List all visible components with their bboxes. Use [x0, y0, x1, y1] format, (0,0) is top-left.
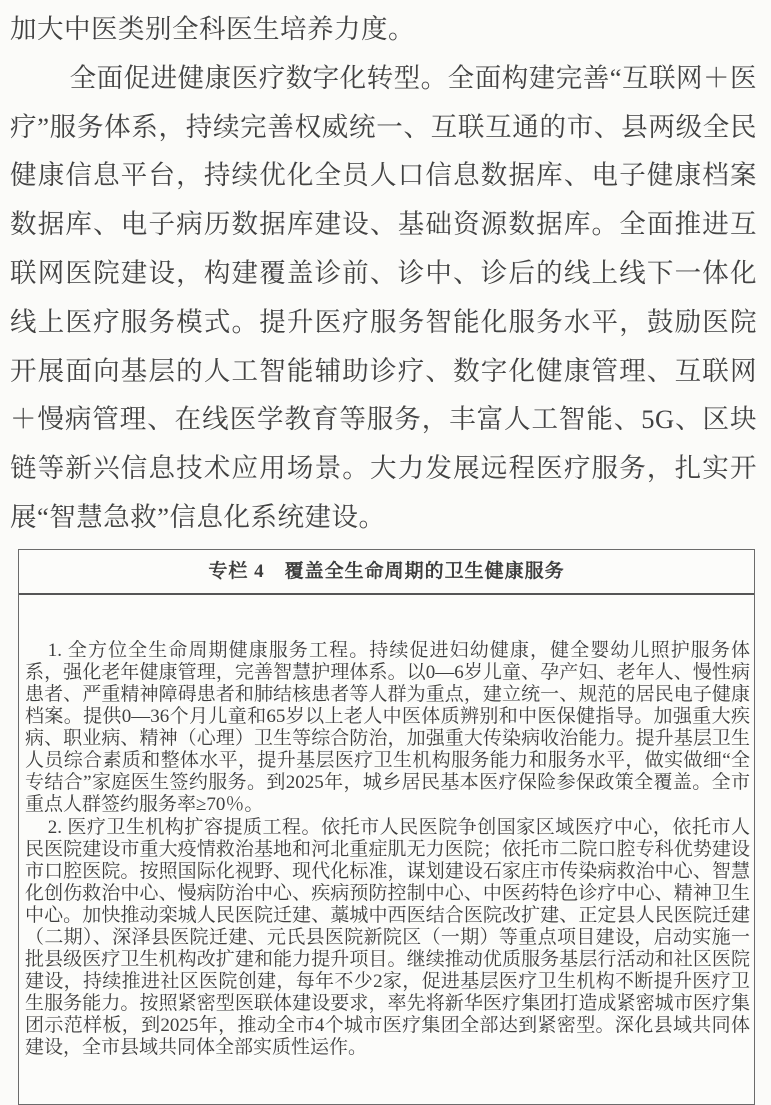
column-4-panel [18, 549, 755, 1105]
main-text [0, 0, 771, 542]
panel-title: 专栏 4 覆盖全生命周期的卫生健康服务 [208, 560, 565, 582]
panel-body [19, 595, 754, 1104]
panel-header [19, 550, 754, 595]
text-paragraph: 全面促进健康医疗数字化转型。全面构建完善“互联网＋医疗”服务体系，持续完善权威统一、互联互通的市、县两级全民健康信息平台，持续优化全员人口信息数据库、电子健康档案数据库、电子病历数据库建设、基础资源数据库。全面推进互联网医院建设，构建覆盖诊前、诊中、诊后的线上线下一体化线上医疗服务模式。提升医疗服务智能化服务水平，鼓励医院开展面向基层的人工智能辅助诊疗、数字化健康管理、互联网＋慢病管理、在线医学教育等服务，丰富人工智能、5G、区块链等新兴信息技术应用场景。大力发展远程医疗服务，扎实开展“智慧急救”信息化系统建设。 [10, 62, 757, 532]
text-paragraph: 2. 医疗卫生机构扩容提质工程。依托市人民医院争创国家区域医疗中心，依托市人民医院建设市重大疫情救治基地和河北重症肌无力医院；依托市二院口腔专科优势建设市口腔医院。按照国际化视野、现代化标准，谋划建设石家庄市传染病救治中心、智慧化创伤救治中心、慢病防治中心、疾病预防控制中心、中医药特色诊疗中心、精神卫生中心。加快推动栾城人民医院迁建、藁城中西医结合医院改扩建、正定县人民医院迁建（二期）、深泽县医院迁建、元氏县医院新院区（一期）等重点项目建设，启动实施一批县级医疗卫生机构改扩建和能力提升项目。继续推动优质服务基层行活动和社区医院建设，持续推进社区医院创建，每年不少2家，促进基层医疗卫生机构不断提升医疗卫生服务能力。按照紧密型医联体建设要求，率先将新华医疗集团打造成紧密城市医疗集团示范样板，到2025年，推动全市4个城市医疗集团全部达到紧密型。深化县域共同体建设，全市县域共同体全部实质性运作。 [25, 816, 750, 1059]
text-paragraph: 1. 全方位全生命周期健康服务工程。持续促进妇幼健康，健全婴幼儿照护服务体系，强化老年健康管理，完善智慧护理体系。以0—6岁儿童、孕产妇、老年人、慢性病患者、严重精神障碍患者和肺结核患者等人群为重点，建立统一、规范的居民电子健康档案。提供0—36个月儿童和65岁以上老人中医体质辨别和中医保健指导。加强重大疾病、职业病、精神（心理）卫生等综合防治，加强重大传染病收治能力。提升基层卫生人员综合素质和整体水平，提升基层医疗卫生机构服务能力和服务水平，做实做细“全专结合”家庭医生签约服务。到2025年，城乡居民基本医疗保险参保政策全覆盖。全市重点人群签约服务率≥70％。 [25, 639, 750, 816]
text-paragraph: 加大中医类别全科医生培养力度。 [10, 14, 415, 44]
